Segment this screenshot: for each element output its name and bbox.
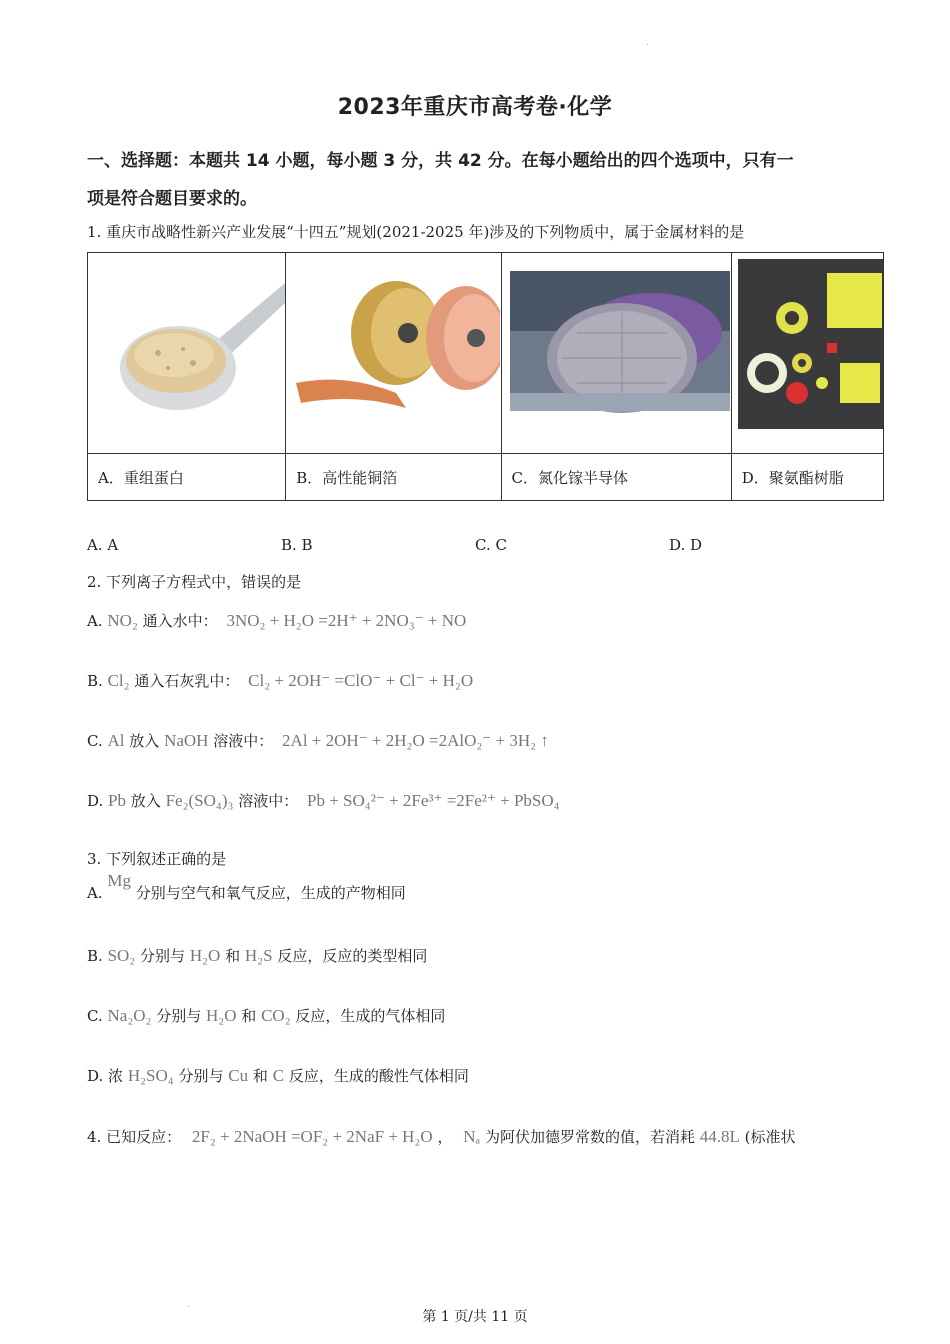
q1-image-d [731,253,883,454]
q2-option-d [87,790,560,811]
copper-foil-rolls-image [286,253,500,449]
formula: H₂S [244,946,273,965]
formula: SO₂ [107,946,136,965]
option-text: 反应，生成的气体相同 [295,1007,446,1025]
option-text: 通入水中： [142,612,218,630]
q3-option-b [87,945,427,966]
equation: 2F₂ + 2NaOH =OF₂ + 2NaF + H₂O [191,1127,433,1146]
option-prefix: A. [87,612,103,630]
option-prefix: D. [87,792,104,810]
q4-text: 为阿伏加德罗常数的值，若消耗 [484,1128,695,1146]
equation: Cl₂ + 2OH⁻ =ClO⁻ + Cl⁻ + H₂O [248,671,474,690]
q1-option-c-label: C．氮化镓半导体 [501,454,731,501]
volume: 44.8L [699,1127,740,1146]
formula: Al [107,731,125,750]
option-text: 分别与 [178,1067,224,1085]
polyurethane-parts-image [732,253,883,449]
formula: Nₐ [463,1127,481,1146]
q1-image-b [286,253,501,454]
q1-option-b-label: B．高性能铜箔 [286,454,501,501]
option-prefix: A. [87,884,103,902]
q3-option-c [87,1005,445,1026]
option-text: 和 [252,1067,268,1085]
option-prefix: D. 浓 [87,1067,124,1085]
option-prefix: C. [87,1007,103,1025]
formula: C [272,1066,285,1085]
q2-option-a [87,610,466,631]
option-prefix: B. [87,672,103,690]
formula: Mg [107,871,132,890]
option-text: 溶液中： [238,792,299,810]
q1-option-table [87,252,884,501]
q2-option-b [87,670,473,691]
option-text: 溶液中： [213,732,274,750]
formula: Pb [108,791,127,810]
option-text: 分别与 [140,947,186,965]
semiconductor-wafer-image [502,253,731,449]
equation: 2Al + 2OH⁻ + 2H₂O =2AlO₂⁻ + 3H₂ ↑ [282,731,549,750]
formula: NO₂ [107,611,138,630]
q1-image-a [88,253,286,454]
formula: Fe₂(SO₄)₃ [165,791,234,810]
formula: Cl₂ [107,671,130,690]
formula: Cu [228,1066,249,1085]
equation: 3NO₂ + H₂O =2H⁺ + 2NO₃⁻ + NO [226,611,467,630]
section-heading-line1: 一、选择题：本题共 14 小题，每小题 3 分，共 42 分。在每小题给出的四个选项中，只有一 [87,151,794,171]
page-title: 2023年重庆市高考卷·化学 [337,95,613,120]
q3-option-a [87,871,406,903]
option-prefix: C. [87,732,103,750]
q1-option-d-label: D．聚氨酯树脂 [731,454,883,501]
q3-stem: 3. 下列叙述正确的是 [87,850,227,868]
option-text: 反应，反应的类型相同 [277,947,428,965]
q1-image-c [501,253,731,454]
option-text: 和 [241,1007,257,1025]
q1-option-a-label: A．重组蛋白 [88,454,286,501]
q1-answer-d: D. D [669,536,703,554]
q1-answer-a: A. A [87,536,119,554]
scan-dot [647,44,648,45]
option-text: 放入 [130,792,161,810]
q4-prefix: 4. 已知反应： [87,1128,182,1146]
option-prefix: B. [87,947,103,965]
page-footer: 第 1 页/共 11 页 [422,1309,528,1325]
q1-answer-c: C. C [475,536,507,554]
q2-option-c [87,730,549,751]
formula: Na₂O₂ [107,1006,152,1025]
q1-stem: 1. 重庆市战略性新兴产业发展“十四五”规划(2021-2025 年)涉及的下列物质中，属于金属材料的是 [87,223,745,241]
option-text: 和 [225,947,241,965]
option-text: 分别与 [156,1007,202,1025]
option-text: 反应，生成的酸性气体相同 [288,1067,469,1085]
q2-stem: 2. 下列离子方程式中，错误的是 [87,573,302,591]
q3-option-d [87,1065,469,1086]
protein-powder-spoon-image [88,253,285,449]
option-text: 放入 [129,732,160,750]
option-text: 分别与空气和氧气反应，生成的产物相同 [135,884,406,902]
q4-comma: ， [437,1128,453,1146]
formula: NaOH [164,731,209,750]
formula: H₂SO₄ [127,1066,174,1085]
formula: H₂O [189,946,221,965]
section-heading-line2: 项是符合题目要求的。 [87,189,257,209]
q4-text-2: (标准状 [744,1128,796,1146]
equation: Pb + SO₄²⁻ + 2Fe³⁺ =2Fe²⁺ + PbSO₄ [307,791,560,810]
formula: CO₂ [261,1006,291,1025]
q4-stem [87,1126,796,1147]
option-text: 通入石灰乳中： [134,672,240,690]
formula: H₂O [206,1006,237,1025]
q1-answer-b: B. B [281,536,313,554]
